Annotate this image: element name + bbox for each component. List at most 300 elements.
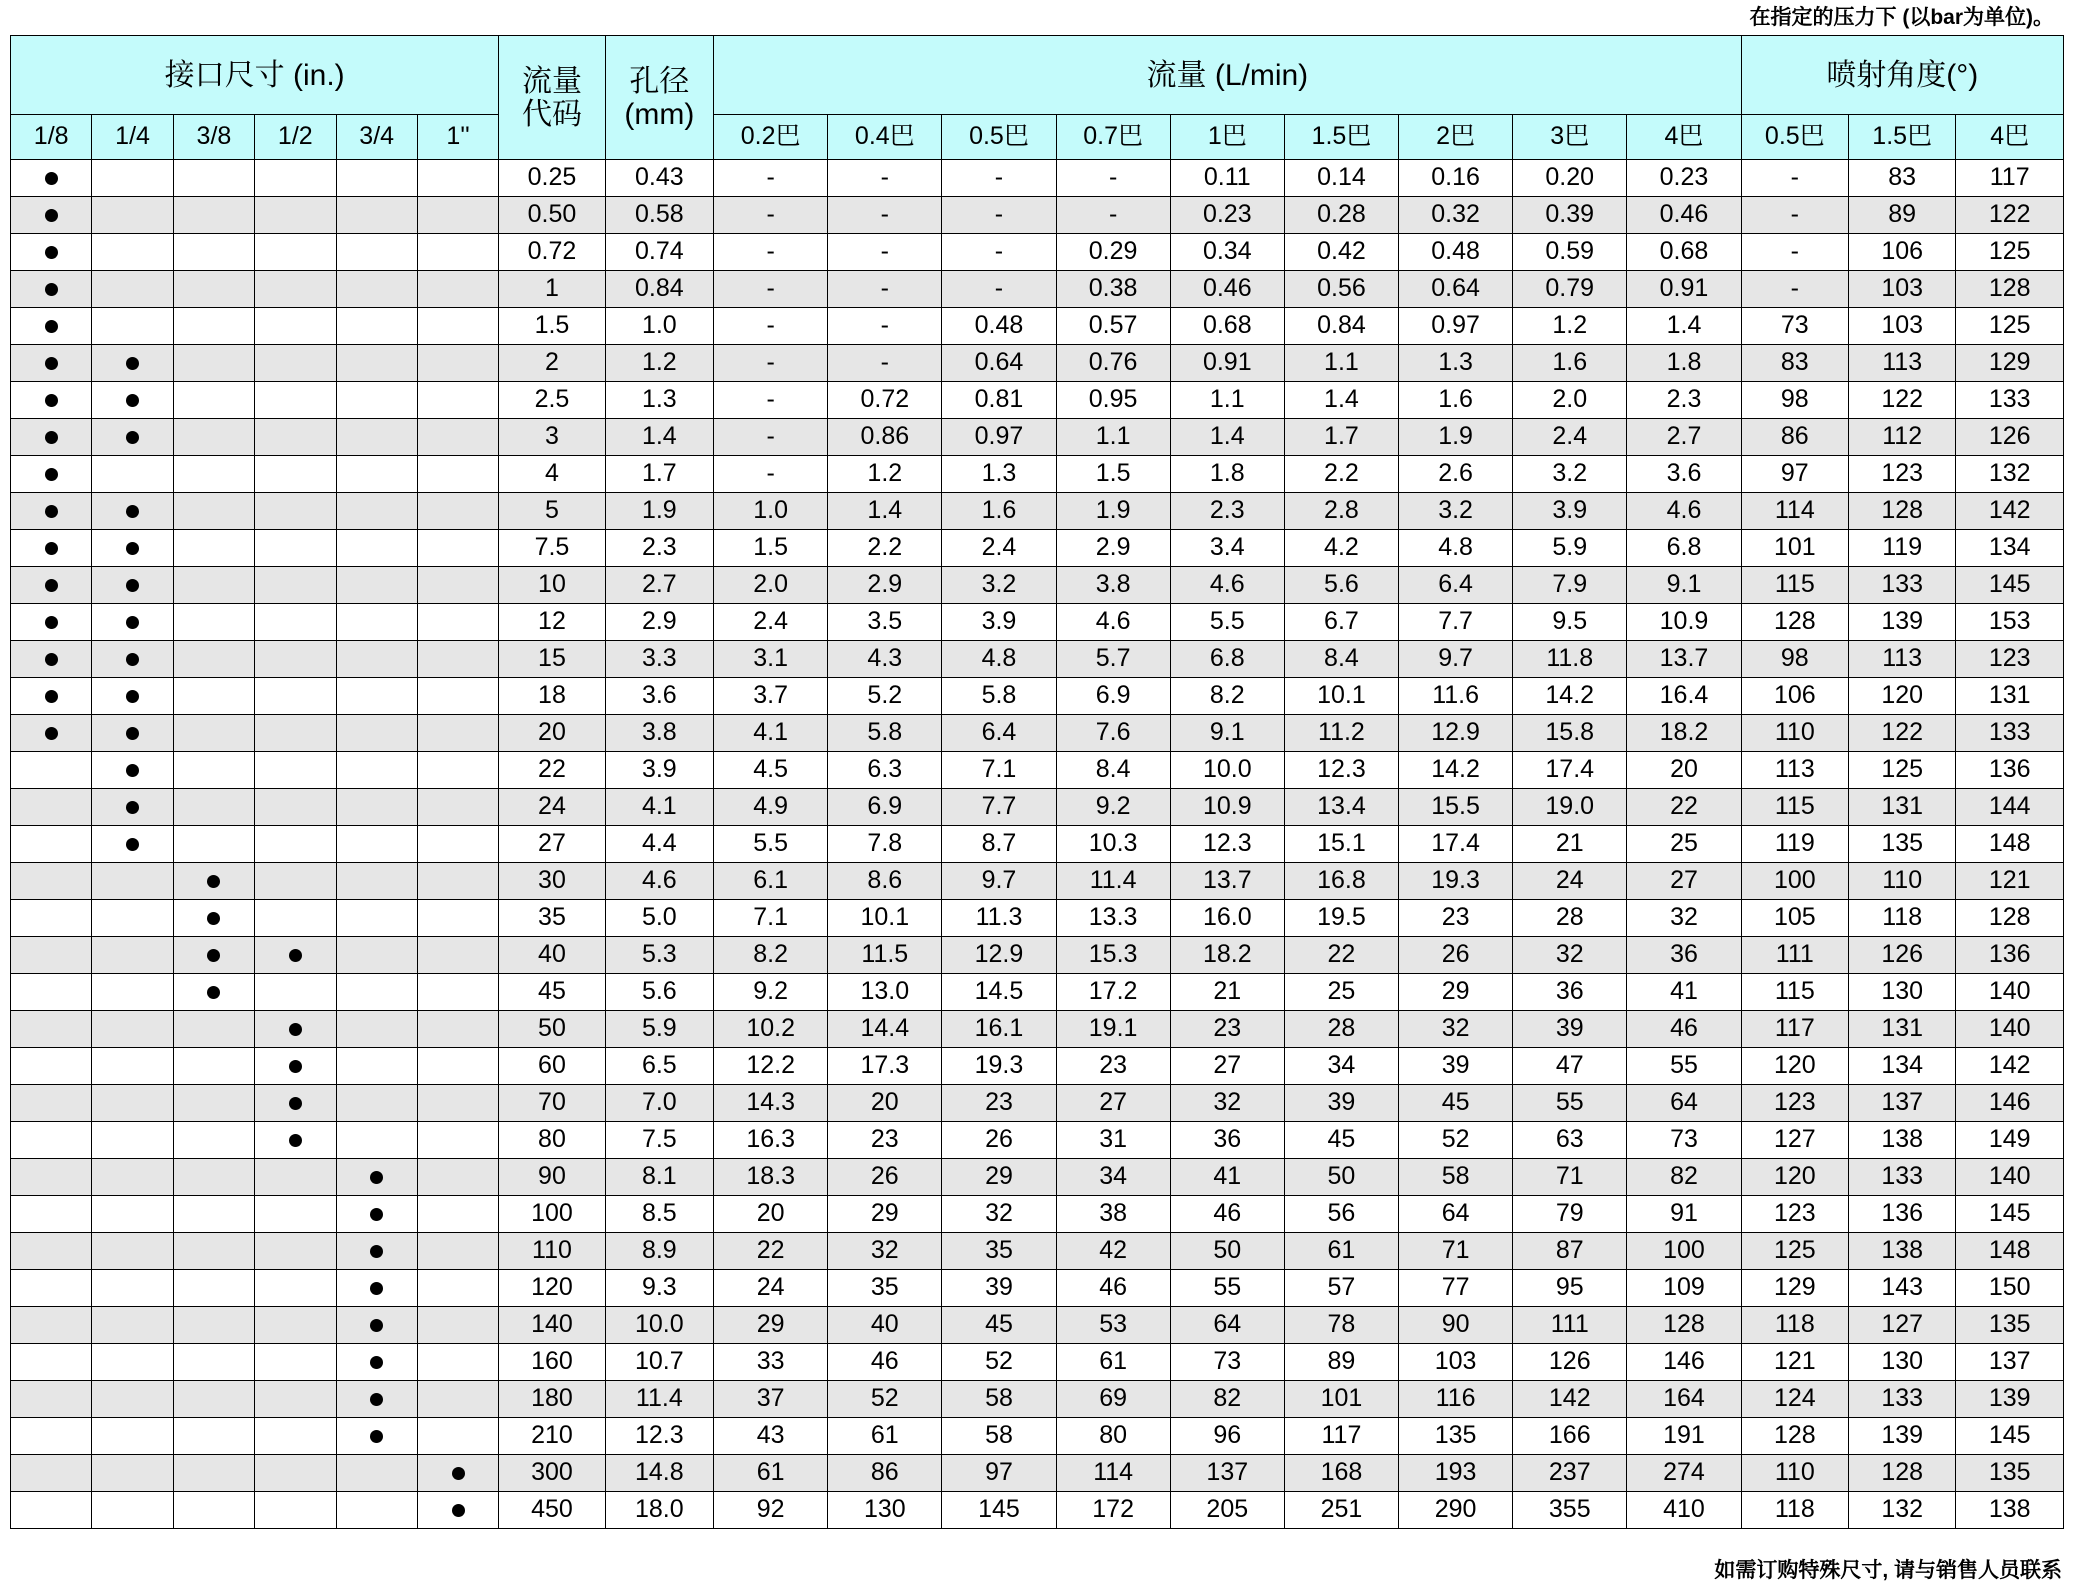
flow-value-cell: - — [942, 234, 1056, 271]
bullet-icon — [45, 172, 58, 185]
spray-angle-cell: 140 — [1956, 1011, 2064, 1048]
flow-value-cell: 5.2 — [828, 678, 942, 715]
flow-value-cell: 95 — [1513, 1270, 1627, 1307]
flow-code-cell: 45 — [499, 974, 605, 1011]
flow-value-cell: 64 — [1170, 1307, 1284, 1344]
connection-empty-cell — [92, 1159, 173, 1196]
flow-value-cell: 7.8 — [828, 826, 942, 863]
table-row — [11, 1159, 2064, 1196]
connection-dot-cell — [92, 382, 173, 419]
connection-empty-cell — [336, 937, 417, 974]
flow-code-cell: 1.5 — [499, 308, 605, 345]
spray-angle-cell: 133 — [1849, 1381, 1956, 1418]
connection-empty-cell — [336, 1048, 417, 1085]
connection-dot-cell — [336, 1418, 417, 1455]
nozzle-spec-table — [10, 35, 2064, 1529]
bullet-icon — [370, 1171, 383, 1184]
spray-angle-cell: 142 — [1956, 493, 2064, 530]
bullet-icon — [126, 653, 139, 666]
flow-value-cell: 12.9 — [942, 937, 1056, 974]
flow-value-cell: 0.23 — [1170, 197, 1284, 234]
flow-value-cell: 14.2 — [1513, 678, 1627, 715]
flow-value-cell: 0.57 — [1056, 308, 1170, 345]
flow-value-cell: 0.97 — [942, 419, 1056, 456]
flow-value-cell: 8.7 — [942, 826, 1056, 863]
flow-value-cell: 1.5 — [1056, 456, 1170, 493]
flow-value-cell: 111 — [1513, 1307, 1627, 1344]
spray-angle-cell: - — [1741, 197, 1848, 234]
flow-value-cell: 1.4 — [1284, 382, 1398, 419]
connection-dot-cell — [11, 641, 92, 678]
connection-empty-cell — [255, 1196, 336, 1233]
flow-value-cell: 1.1 — [1170, 382, 1284, 419]
flow-value-cell: 1.8 — [1627, 345, 1741, 382]
flow-value-cell: 25 — [1627, 826, 1741, 863]
bullet-icon — [45, 542, 58, 555]
flow-code-cell: 140 — [499, 1307, 605, 1344]
spray-angle-cell: 110 — [1741, 715, 1848, 752]
table-row — [11, 1455, 2064, 1492]
flow-value-cell: 6.7 — [1284, 604, 1398, 641]
flow-value-cell: 36 — [1170, 1122, 1284, 1159]
flow-value-cell: - — [942, 271, 1056, 308]
connection-dot-cell — [336, 1196, 417, 1233]
bullet-icon — [126, 764, 139, 777]
connection-empty-cell — [92, 1233, 173, 1270]
spray-angle-cell: 110 — [1741, 1455, 1848, 1492]
bullet-icon — [207, 875, 220, 888]
spray-angle-cell: - — [1741, 271, 1848, 308]
flow-value-cell: 6.8 — [1170, 641, 1284, 678]
flow-value-cell: 5.5 — [1170, 604, 1284, 641]
connection-empty-cell — [92, 1492, 173, 1529]
connection-empty-cell — [173, 271, 254, 308]
spray-angle-cell: 132 — [1849, 1492, 1956, 1529]
flow-value-cell: 46 — [1170, 1196, 1284, 1233]
flow-value-cell: 13.7 — [1627, 641, 1741, 678]
connection-empty-cell — [173, 382, 254, 419]
flow-value-cell: 19.3 — [1399, 863, 1513, 900]
spray-angle-cell: 139 — [1849, 1418, 1956, 1455]
bore-cell: 4.4 — [605, 826, 714, 863]
connection-empty-cell — [417, 1011, 498, 1048]
flow-value-cell: 103 — [1399, 1344, 1513, 1381]
flow-value-cell: 1.3 — [942, 456, 1056, 493]
connection-dot-cell — [336, 1233, 417, 1270]
flow-value-cell: 36 — [1627, 937, 1741, 974]
flow-value-cell: 2.2 — [828, 530, 942, 567]
flow-value-cell: 0.64 — [1399, 271, 1513, 308]
connection-empty-cell — [417, 1233, 498, 1270]
flow-code-cell: 10 — [499, 567, 605, 604]
connection-dot-cell — [173, 863, 254, 900]
flow-value-cell: 23 — [1056, 1048, 1170, 1085]
flow-value-cell: 82 — [1627, 1159, 1741, 1196]
connection-empty-cell — [92, 1048, 173, 1085]
connection-empty-cell — [173, 419, 254, 456]
connection-dot-cell — [336, 1344, 417, 1381]
flow-value-cell: 0.46 — [1170, 271, 1284, 308]
connection-empty-cell — [255, 530, 336, 567]
table-row — [11, 234, 2064, 271]
header-flow-code-line2: 代码 — [521, 97, 582, 131]
flow-code-cell: 2 — [499, 345, 605, 382]
flow-value-cell: 25 — [1284, 974, 1398, 1011]
spray-angle-cell: 135 — [1956, 1307, 2064, 1344]
connection-dot-cell — [92, 715, 173, 752]
bullet-icon — [207, 949, 220, 962]
connection-dot-cell — [92, 678, 173, 715]
flow-value-cell: 1.6 — [1513, 345, 1627, 382]
flow-value-cell: 126 — [1513, 1344, 1627, 1381]
flow-value-cell: 237 — [1513, 1455, 1627, 1492]
flow-value-cell: 19.5 — [1284, 900, 1398, 937]
bore-cell: 5.9 — [605, 1011, 714, 1048]
flow-value-cell: 78 — [1284, 1307, 1398, 1344]
flow-value-cell: 100 — [1627, 1233, 1741, 1270]
spray-angle-cell: 97 — [1741, 456, 1848, 493]
flow-value-cell: 73 — [1170, 1344, 1284, 1381]
connection-empty-cell — [336, 826, 417, 863]
flow-value-cell: 47 — [1513, 1048, 1627, 1085]
flow-value-cell: 0.91 — [1627, 271, 1741, 308]
flow-value-cell: 7.7 — [942, 789, 1056, 826]
connection-empty-cell — [417, 974, 498, 1011]
flow-code-cell: 70 — [499, 1085, 605, 1122]
connection-empty-cell — [417, 234, 498, 271]
flow-value-cell: 90 — [1399, 1307, 1513, 1344]
flow-value-cell: 0.48 — [942, 308, 1056, 345]
spray-angle-cell: 115 — [1741, 567, 1848, 604]
flow-value-cell: - — [714, 456, 828, 493]
flow-value-cell: 29 — [942, 1159, 1056, 1196]
bore-cell: 4.6 — [605, 863, 714, 900]
table-row — [11, 530, 2064, 567]
connection-empty-cell — [336, 567, 417, 604]
connection-empty-cell — [173, 1233, 254, 1270]
flow-code-cell: 90 — [499, 1159, 605, 1196]
connection-empty-cell — [417, 160, 498, 197]
bullet-icon — [45, 209, 58, 222]
header-flow-rate: 流量 (L/min) — [714, 36, 1742, 115]
connection-empty-cell — [336, 678, 417, 715]
spray-angle-cell: 106 — [1849, 234, 1956, 271]
flow-value-cell: 24 — [1513, 863, 1627, 900]
flow-value-cell: 50 — [1284, 1159, 1398, 1196]
connection-empty-cell — [11, 937, 92, 974]
flow-value-cell: 0.97 — [1399, 308, 1513, 345]
flow-value-cell: 53 — [1056, 1307, 1170, 1344]
flow-value-cell: 92 — [714, 1492, 828, 1529]
connection-empty-cell — [173, 197, 254, 234]
connection-empty-cell — [173, 604, 254, 641]
flow-value-cell: 1.9 — [1056, 493, 1170, 530]
bore-cell: 2.3 — [605, 530, 714, 567]
flow-value-cell: 58 — [942, 1418, 1056, 1455]
spray-angle-cell: 103 — [1849, 308, 1956, 345]
flow-value-cell: 3.5 — [828, 604, 942, 641]
bullet-icon — [126, 431, 139, 444]
table-row — [11, 715, 2064, 752]
connection-empty-cell — [173, 789, 254, 826]
flow-value-cell: - — [828, 345, 942, 382]
table-row — [11, 1196, 2064, 1233]
connection-empty-cell — [417, 1307, 498, 1344]
flow-value-cell: 17.4 — [1513, 752, 1627, 789]
flow-value-cell: 19.3 — [942, 1048, 1056, 1085]
flow-value-cell: 0.91 — [1170, 345, 1284, 382]
flow-value-cell: 63 — [1513, 1122, 1627, 1159]
flow-code-cell: 60 — [499, 1048, 605, 1085]
flow-value-cell: 10.1 — [828, 900, 942, 937]
flow-code-cell: 30 — [499, 863, 605, 900]
connection-empty-cell — [417, 419, 498, 456]
spray-angle-cell: 123 — [1849, 456, 1956, 493]
flow-value-cell: 18.2 — [1170, 937, 1284, 974]
flow-value-cell: 39 — [942, 1270, 1056, 1307]
flow-value-cell: 80 — [1056, 1418, 1170, 1455]
table-row — [11, 1492, 2064, 1529]
spray-angle-cell: 101 — [1741, 530, 1848, 567]
connection-empty-cell — [173, 234, 254, 271]
connection-empty-cell — [255, 493, 336, 530]
spray-angle-cell: 131 — [1849, 789, 1956, 826]
connection-dot-cell — [92, 345, 173, 382]
flow-value-cell: 71 — [1399, 1233, 1513, 1270]
flow-value-cell: - — [714, 271, 828, 308]
table-row — [11, 863, 2064, 900]
flow-value-cell: 0.81 — [942, 382, 1056, 419]
spray-angle-cell: 98 — [1741, 641, 1848, 678]
flow-value-cell: 41 — [1627, 974, 1741, 1011]
spray-angle-cell: 113 — [1741, 752, 1848, 789]
spray-angle-cell: 128 — [1849, 493, 1956, 530]
spray-angle-cell: 122 — [1956, 197, 2064, 234]
flow-value-cell: 1.0 — [714, 493, 828, 530]
spray-angle-cell: 125 — [1956, 308, 2064, 345]
connection-dot-cell — [255, 1122, 336, 1159]
flow-value-cell: 31 — [1056, 1122, 1170, 1159]
flow-value-cell: 109 — [1627, 1270, 1741, 1307]
connection-dot-cell — [92, 419, 173, 456]
connection-empty-cell — [255, 1492, 336, 1529]
flow-value-cell: 193 — [1399, 1455, 1513, 1492]
flow-value-cell: 290 — [1399, 1492, 1513, 1529]
spray-angle-cell: 138 — [1956, 1492, 2064, 1529]
flow-code-cell: 18 — [499, 678, 605, 715]
table-row — [11, 345, 2064, 382]
flow-value-cell: 10.0 — [1170, 752, 1284, 789]
connection-dot-cell — [11, 271, 92, 308]
connection-empty-cell — [92, 863, 173, 900]
flow-value-cell: 172 — [1056, 1492, 1170, 1529]
flow-value-cell: 10.3 — [1056, 826, 1170, 863]
flow-value-cell: 116 — [1399, 1381, 1513, 1418]
flow-value-cell: 0.34 — [1170, 234, 1284, 271]
connection-empty-cell — [92, 197, 173, 234]
flow-value-cell: 0.95 — [1056, 382, 1170, 419]
connection-dot-cell — [92, 752, 173, 789]
flow-code-cell: 1 — [499, 271, 605, 308]
connection-empty-cell — [11, 900, 92, 937]
flow-value-cell: 145 — [942, 1492, 1056, 1529]
flow-value-cell: 4.9 — [714, 789, 828, 826]
connection-empty-cell — [417, 604, 498, 641]
bore-cell: 0.74 — [605, 234, 714, 271]
spray-angle-cell: 125 — [1741, 1233, 1848, 1270]
connection-dot-cell — [11, 197, 92, 234]
connection-empty-cell — [11, 1344, 92, 1381]
connection-dot-cell — [11, 382, 92, 419]
flow-value-cell: 61 — [714, 1455, 828, 1492]
flow-value-cell: 97 — [942, 1455, 1056, 1492]
flow-value-cell: 1.1 — [1284, 345, 1398, 382]
table-row — [11, 1122, 2064, 1159]
flow-code-cell: 5 — [499, 493, 605, 530]
bullet-icon — [126, 727, 139, 740]
flow-value-cell: 34 — [1284, 1048, 1398, 1085]
connection-dot-cell — [336, 1270, 417, 1307]
flow-value-cell: 13.0 — [828, 974, 942, 1011]
bore-cell: 2.9 — [605, 604, 714, 641]
connection-dot-cell — [11, 493, 92, 530]
flow-value-cell: 1.7 — [1284, 419, 1398, 456]
connection-empty-cell — [92, 1196, 173, 1233]
bullet-icon — [126, 357, 139, 370]
spray-angle-cell: 83 — [1849, 160, 1956, 197]
flow-value-cell: 7.9 — [1513, 567, 1627, 604]
flow-value-cell: 1.3 — [1399, 345, 1513, 382]
flow-value-cell: - — [714, 382, 828, 419]
flow-value-cell: 17.2 — [1056, 974, 1170, 1011]
flow-value-cell: 10.9 — [1627, 604, 1741, 641]
connection-empty-cell — [336, 234, 417, 271]
flow-value-cell: 29 — [828, 1196, 942, 1233]
spray-angle-cell: 123 — [1741, 1196, 1848, 1233]
connection-empty-cell — [11, 1455, 92, 1492]
connection-empty-cell — [11, 1011, 92, 1048]
header-flow-p-1: 0.4巴 — [828, 115, 942, 160]
flow-value-cell: 6.9 — [1056, 678, 1170, 715]
bore-cell: 6.5 — [605, 1048, 714, 1085]
connection-empty-cell — [336, 752, 417, 789]
bullet-icon — [45, 357, 58, 370]
header-spray-angle: 喷射角度(°) — [1741, 36, 2063, 115]
flow-value-cell: 0.76 — [1056, 345, 1170, 382]
spray-angle-cell: 146 — [1956, 1085, 2064, 1122]
bullet-icon — [126, 838, 139, 851]
flow-code-cell: 450 — [499, 1492, 605, 1529]
connection-empty-cell — [173, 1307, 254, 1344]
flow-value-cell: 1.6 — [942, 493, 1056, 530]
connection-empty-cell — [173, 1196, 254, 1233]
bore-cell: 8.1 — [605, 1159, 714, 1196]
connection-empty-cell — [173, 308, 254, 345]
bore-cell: 8.9 — [605, 1233, 714, 1270]
connection-empty-cell — [92, 1270, 173, 1307]
flow-code-cell: 0.72 — [499, 234, 605, 271]
flow-value-cell: 21 — [1513, 826, 1627, 863]
spray-angle-cell: 145 — [1956, 567, 2064, 604]
spray-angle-cell: 136 — [1849, 1196, 1956, 1233]
flow-value-cell: 12.9 — [1399, 715, 1513, 752]
connection-empty-cell — [173, 1270, 254, 1307]
flow-value-cell: 22 — [714, 1233, 828, 1270]
flow-value-cell: 166 — [1513, 1418, 1627, 1455]
connection-empty-cell — [336, 604, 417, 641]
table-row — [11, 1085, 2064, 1122]
flow-value-cell: 4.6 — [1170, 567, 1284, 604]
flow-value-cell: 87 — [1513, 1233, 1627, 1270]
connection-dot-cell — [92, 604, 173, 641]
spray-angle-cell: 135 — [1956, 1455, 2064, 1492]
connection-empty-cell — [92, 1011, 173, 1048]
connection-empty-cell — [336, 530, 417, 567]
spray-angle-cell: 143 — [1849, 1270, 1956, 1307]
spray-angle-cell: 121 — [1956, 863, 2064, 900]
bore-cell: 8.5 — [605, 1196, 714, 1233]
connection-dot-cell — [417, 1455, 498, 1492]
spray-angle-cell: 126 — [1956, 419, 2064, 456]
connection-empty-cell — [336, 271, 417, 308]
flow-value-cell: 14.4 — [828, 1011, 942, 1048]
connection-empty-cell — [417, 863, 498, 900]
bullet-icon — [126, 394, 139, 407]
spray-angle-cell: 132 — [1956, 456, 2064, 493]
flow-value-cell: 5.7 — [1056, 641, 1170, 678]
flow-value-cell: 28 — [1513, 900, 1627, 937]
header-flow-p-8: 4巴 — [1627, 115, 1741, 160]
flow-value-cell: 9.2 — [1056, 789, 1170, 826]
flow-value-cell: 1.1 — [1056, 419, 1170, 456]
table-row — [11, 197, 2064, 234]
connection-empty-cell — [11, 1159, 92, 1196]
spray-angle-cell: 133 — [1849, 567, 1956, 604]
connection-empty-cell — [417, 308, 498, 345]
spray-angle-cell: 118 — [1849, 900, 1956, 937]
flow-code-cell: 35 — [499, 900, 605, 937]
bore-cell: 5.3 — [605, 937, 714, 974]
spray-angle-cell: 128 — [1956, 271, 2064, 308]
spray-angle-cell: 89 — [1849, 197, 1956, 234]
flow-value-cell: 79 — [1513, 1196, 1627, 1233]
header-flow-p-3: 0.7巴 — [1056, 115, 1170, 160]
connection-dot-cell — [92, 641, 173, 678]
flow-value-cell: - — [714, 419, 828, 456]
flow-value-cell: 0.64 — [942, 345, 1056, 382]
flow-value-cell: 64 — [1399, 1196, 1513, 1233]
connection-empty-cell — [255, 974, 336, 1011]
flow-value-cell: 46 — [828, 1344, 942, 1381]
flow-value-cell: 0.14 — [1284, 160, 1398, 197]
flow-value-cell: 35 — [942, 1233, 1056, 1270]
bullet-icon — [45, 616, 58, 629]
spray-angle-cell: 114 — [1741, 493, 1848, 530]
connection-empty-cell — [336, 1122, 417, 1159]
flow-value-cell: 32 — [1627, 900, 1741, 937]
flow-value-cell: 34 — [1056, 1159, 1170, 1196]
connection-empty-cell — [417, 789, 498, 826]
flow-value-cell: 3.8 — [1056, 567, 1170, 604]
flow-value-cell: 16.1 — [942, 1011, 1056, 1048]
spray-angle-cell: 128 — [1741, 604, 1848, 641]
connection-empty-cell — [255, 567, 336, 604]
header-flow-p-6: 2巴 — [1399, 115, 1513, 160]
flow-value-cell: - — [1056, 160, 1170, 197]
connection-dot-cell — [417, 1492, 498, 1529]
connection-empty-cell — [92, 1381, 173, 1418]
connection-empty-cell — [173, 641, 254, 678]
